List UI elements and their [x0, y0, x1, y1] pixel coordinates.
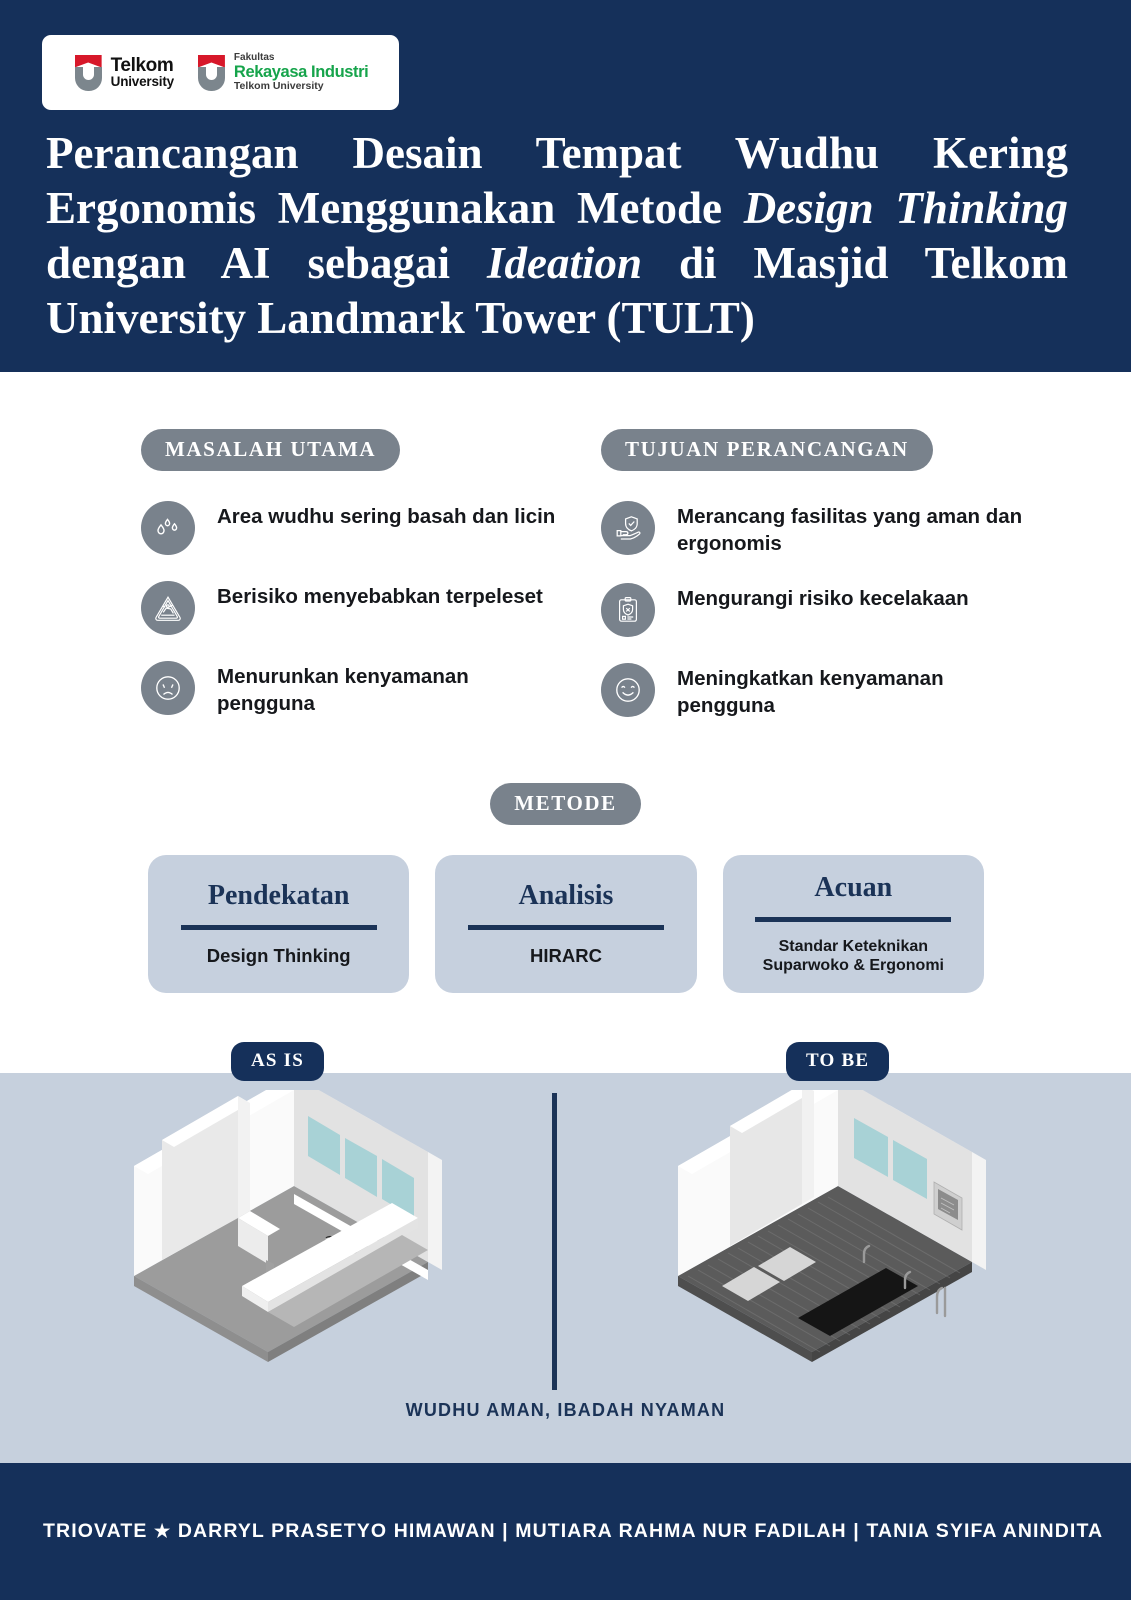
fakultas-rekayasa-industri-logo — [196, 53, 368, 91]
slippery-warning-icon — [141, 581, 195, 635]
list-item-label: Mengurangi risiko kecelakaan — [677, 587, 969, 610]
method-heading: METODE — [490, 783, 641, 825]
method-card-analisis — [435, 855, 696, 993]
comparison-tagline: WUDHU AMAN, IBADAH NYAMAN — [405, 1400, 726, 1420]
list-item-label: Merancang fasilitas yang aman dan ergonomis — [677, 505, 1023, 555]
method-card-rule — [468, 925, 664, 930]
page-title-run: di Masjid Telkom University Landmark Tower (TULT) — [46, 238, 1068, 343]
method-card-pendekatan — [148, 855, 409, 993]
method-card-value: Design Thinking — [206, 944, 351, 966]
as-is-isometric-room — [118, 1090, 448, 1390]
telkom-logo-text — [111, 56, 174, 89]
fakultas-logo-line1: Fakultas — [233, 52, 275, 64]
page-title-run: dengan AI sebagai — [46, 238, 487, 288]
fakultas-logo-text — [234, 53, 368, 91]
status-badge-as-is: AS IS — [231, 1042, 324, 1081]
list-item-label: Area wudhu sering basah dan licin — [217, 505, 556, 528]
page-title-run: Perancangan Desain Tempat Wudhu Kering Ergonomis Menggunakan Metode — [46, 128, 1068, 233]
comparison-divider — [552, 1093, 557, 1390]
header-band — [0, 0, 1131, 372]
footer-member-names: DARRYL PRASETYO HIMAWAN | MUTIARA RAHMA NUR FADILAH | TANIA SYIFA ANINDITA — [177, 1520, 1104, 1542]
logo-card — [42, 35, 399, 110]
problems-section — [141, 429, 571, 743]
telkom-logo-line2: University — [110, 74, 174, 90]
method-card-acuan — [723, 855, 984, 993]
list-item — [601, 501, 1041, 557]
objectives-heading: TUJUAN PERANCANGAN — [601, 429, 933, 471]
method-heading-wrap — [0, 783, 1131, 825]
list-item — [141, 661, 571, 717]
status-badge-to-be: TO BE — [786, 1042, 889, 1081]
objectives-section — [601, 429, 1041, 745]
method-card-rule — [755, 917, 951, 922]
page-title-italic-run: Ideation — [486, 238, 643, 288]
list-item-label: Meningkatkan kenyamanan pengguna — [677, 667, 944, 717]
list-item — [601, 583, 1041, 637]
method-card-value: HIRARC — [530, 944, 602, 966]
list-item — [141, 501, 571, 555]
footer-credits — [0, 1520, 1103, 1543]
method-card-rule — [181, 925, 377, 930]
page-title-italic-run: Design Thinking — [743, 183, 1068, 233]
list-item — [601, 663, 1041, 719]
method-card-value: Standar Keteknikan Suparwoko & Ergonomi — [762, 937, 944, 974]
fakultas-logo-line2: Rekayasa Industri — [233, 62, 369, 81]
telkom-u-mark-icon — [73, 55, 104, 91]
sad-face-icon — [141, 661, 195, 715]
telkom-university-logo — [73, 55, 174, 91]
method-card-title: Pendekatan — [207, 880, 350, 912]
list-item-label: Berisiko menyebabkan terpeleset — [217, 585, 543, 608]
method-cards — [148, 855, 984, 993]
fakultas-logo-line3: Telkom University — [233, 79, 324, 92]
list-item — [141, 581, 571, 635]
fakultas-u-mark-icon — [196, 55, 227, 91]
telkom-logo-line1: Telkom — [110, 54, 174, 76]
footer-team-name: TRIOVATE — [43, 1520, 148, 1542]
method-card-title: Acuan — [814, 872, 893, 904]
hand-shield-check-icon — [601, 501, 655, 555]
list-item-label: Menurunkan kenyamanan pengguna — [217, 665, 469, 715]
star-icon: ★ — [154, 1521, 172, 1541]
objectives-list — [601, 501, 1041, 719]
problems-heading: MASALAH UTAMA — [141, 429, 400, 471]
water-drops-icon — [141, 501, 195, 555]
page-title — [46, 126, 1068, 346]
to-be-illustration — [662, 1090, 992, 1390]
problems-list — [141, 501, 571, 717]
method-card-title: Analisis — [518, 880, 614, 912]
happy-face-icon — [601, 663, 655, 717]
as-is-illustration — [118, 1090, 448, 1390]
footer-band — [0, 1463, 1131, 1600]
clipboard-safety-icon — [601, 583, 655, 637]
to-be-isometric-room — [662, 1090, 992, 1390]
